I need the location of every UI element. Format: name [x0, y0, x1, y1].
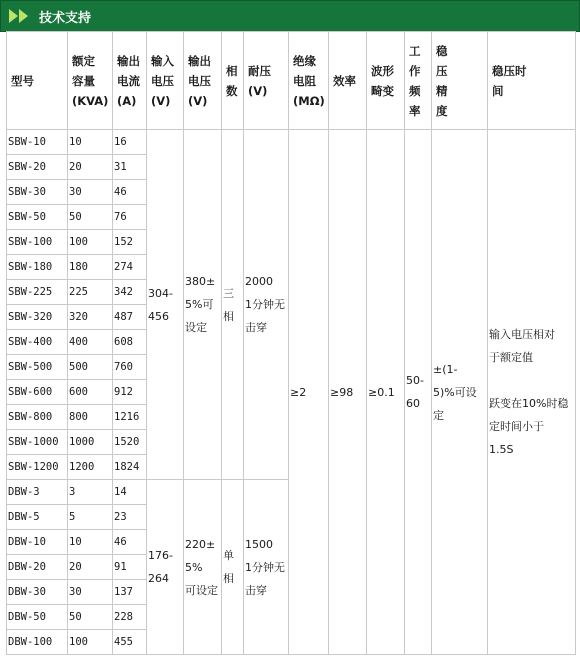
- insulation-cell-line: ≥2: [290, 385, 307, 399]
- column-header: [289, 32, 329, 130]
- withstand-cell: [244, 130, 289, 480]
- column-header-line: 额定: [72, 53, 95, 68]
- capacity-cell: 20: [68, 555, 113, 580]
- current-cell: 1824: [113, 455, 147, 480]
- model-cell: DBW-10: [7, 530, 68, 555]
- current-cell: 137: [113, 580, 147, 605]
- model-cell: DBW-5: [7, 505, 68, 530]
- withstand-cell-line: 击穿: [245, 583, 267, 597]
- model-cell: SBW-1200: [7, 455, 68, 480]
- column-header-line: 相: [226, 63, 238, 78]
- column-header-line: 型号: [11, 73, 34, 88]
- column-header-line: 工: [409, 43, 421, 58]
- column-header-line: 输入: [151, 53, 174, 68]
- phase-cell-line: 相: [223, 309, 234, 323]
- column-header-line: 电压: [151, 73, 174, 88]
- input-voltage-cell-line: 456: [148, 309, 169, 323]
- column-header-line: 效率: [333, 73, 356, 88]
- current-cell: 455: [113, 630, 147, 655]
- column-header-line: 度: [436, 103, 448, 118]
- current-cell: 1216: [113, 405, 147, 430]
- distortion-cell: [367, 130, 405, 655]
- accuracy-cell: [432, 130, 488, 655]
- output-voltage-cell-line: 5%: [185, 560, 203, 574]
- column-header: [184, 32, 222, 130]
- model-cell: SBW-180: [7, 255, 68, 280]
- section-header: [0, 0, 580, 32]
- output-voltage-cell-line: 380±: [185, 275, 216, 288]
- current-cell: 912: [113, 380, 147, 405]
- input-voltage-cell-line: 304-: [148, 286, 173, 300]
- capacity-cell: 3: [68, 480, 113, 505]
- response-time-cell: [488, 130, 576, 655]
- column-header: [113, 32, 147, 130]
- capacity-cell: 30: [68, 180, 113, 205]
- capacity-cell: 10: [68, 530, 113, 555]
- withstand-cell-line: 击穿: [245, 321, 267, 334]
- column-header-line: 波形: [371, 63, 394, 78]
- withstand-cell-line: 1500: [245, 537, 273, 551]
- column-header: [222, 32, 244, 130]
- frequency-cell-line: 50-: [406, 374, 424, 387]
- efficiency-cell-line: ≥98: [330, 385, 354, 399]
- output-voltage-cell-line: 设定: [185, 321, 207, 334]
- current-cell: 23: [113, 505, 147, 530]
- column-header: [405, 32, 432, 130]
- capacity-cell: 100: [68, 230, 113, 255]
- current-cell: 228: [113, 605, 147, 630]
- column-header-line: 数: [226, 83, 238, 98]
- capacity-cell: 500: [68, 355, 113, 380]
- capacity-cell: 180: [68, 255, 113, 280]
- capacity-cell: 50: [68, 605, 113, 630]
- capacity-cell: 1200: [68, 455, 113, 480]
- accuracy-cell-line: 5)%可设: [433, 385, 477, 399]
- column-header-line: (KVA): [72, 93, 109, 108]
- column-header: [488, 32, 576, 130]
- insulation-cell: [289, 130, 329, 655]
- section-title: 技术支持: [39, 10, 92, 26]
- model-cell: SBW-20: [7, 155, 68, 180]
- input-voltage-cell: [147, 480, 184, 655]
- current-cell: 152: [113, 230, 147, 255]
- model-cell: SBW-320: [7, 305, 68, 330]
- capacity-cell: 600: [68, 380, 113, 405]
- column-header: [432, 32, 488, 130]
- response-time-cell-line: 于额定值: [489, 351, 533, 364]
- output-voltage-cell-line: 5%可: [185, 298, 214, 311]
- response-time-cell-line: 输入电压相对: [489, 328, 555, 341]
- output-voltage-cell: [184, 130, 222, 480]
- column-header: [68, 32, 113, 130]
- model-cell: DBW-100: [7, 630, 68, 655]
- spec-table: [6, 31, 576, 655]
- column-header-line: 输出: [117, 53, 140, 68]
- table-row: [7, 130, 576, 155]
- header-row: [7, 32, 576, 130]
- model-cell: SBW-500: [7, 355, 68, 380]
- withstand-cell-line: 2000: [245, 275, 273, 288]
- accuracy-cell-line: 定: [433, 408, 444, 422]
- distortion-cell-line: ≥0.1: [368, 385, 395, 399]
- model-cell: SBW-600: [7, 380, 68, 405]
- capacity-cell: 800: [68, 405, 113, 430]
- phase-cell-line: 相: [223, 572, 234, 585]
- current-cell: 46: [113, 530, 147, 555]
- column-header: [244, 32, 289, 130]
- column-header: [7, 32, 68, 130]
- capacity-cell: 30: [68, 580, 113, 605]
- capacity-cell: 1000: [68, 430, 113, 455]
- response-time-cell-line: 跃变在10%时稳: [489, 397, 569, 410]
- column-header-line: 电阻: [293, 73, 316, 88]
- column-header-line: (V): [248, 83, 268, 98]
- capacity-cell: 20: [68, 155, 113, 180]
- column-header: [147, 32, 184, 130]
- column-header-line: 输出: [188, 53, 211, 68]
- phase-cell-line: 三: [223, 286, 234, 300]
- column-header-line: 稳: [436, 43, 448, 58]
- column-header-line: 耐压: [248, 63, 271, 78]
- withstand-cell-line: 1分钟无: [245, 560, 285, 574]
- capacity-cell: 225: [68, 280, 113, 305]
- model-cell: DBW-20: [7, 555, 68, 580]
- spec-table-body: [7, 130, 576, 655]
- model-cell: SBW-10: [7, 130, 68, 155]
- column-header-line: 电流: [117, 73, 140, 88]
- accuracy-cell-line: ±(1-: [433, 362, 458, 376]
- column-header-line: 电压: [188, 73, 211, 88]
- phase-cell: [222, 480, 244, 655]
- model-cell: SBW-100: [7, 230, 68, 255]
- column-header-line: (MΩ): [293, 93, 325, 108]
- column-header-line: 频: [409, 83, 421, 98]
- model-cell: SBW-30: [7, 180, 68, 205]
- double-chevron-right-icon: [9, 9, 29, 23]
- capacity-cell: 400: [68, 330, 113, 355]
- input-voltage-cell: [147, 130, 184, 480]
- response-time-cell-line: 定时间小于: [489, 420, 544, 433]
- current-cell: 76: [113, 205, 147, 230]
- current-cell: 91: [113, 555, 147, 580]
- output-voltage-cell-line: 220±: [185, 537, 216, 551]
- phase-cell: [222, 130, 244, 480]
- capacity-cell: 5: [68, 505, 113, 530]
- input-voltage-cell-line: 264: [148, 572, 169, 585]
- column-header-line: 精: [436, 83, 448, 98]
- current-cell: 274: [113, 255, 147, 280]
- model-cell: DBW-50: [7, 605, 68, 630]
- current-cell: 1520: [113, 430, 147, 455]
- model-cell: SBW-800: [7, 405, 68, 430]
- column-header-line: 稳压时: [492, 63, 527, 78]
- column-header-line: (V): [188, 93, 208, 108]
- withstand-cell: [244, 480, 289, 655]
- current-cell: 487: [113, 305, 147, 330]
- current-cell: 760: [113, 355, 147, 380]
- withstand-cell-line: 1分钟无: [245, 298, 285, 311]
- column-header-line: 率: [409, 103, 421, 118]
- output-voltage-cell-line: 可设定: [185, 583, 218, 597]
- column-header-line: (V): [151, 93, 171, 108]
- column-header-line: (A): [117, 93, 137, 108]
- current-cell: 608: [113, 330, 147, 355]
- column-header: [329, 32, 367, 130]
- column-header-line: 容量: [72, 73, 95, 88]
- model-cell: SBW-225: [7, 280, 68, 305]
- model-cell: SBW-1000: [7, 430, 68, 455]
- current-cell: 14: [113, 480, 147, 505]
- model-cell: SBW-50: [7, 205, 68, 230]
- capacity-cell: 100: [68, 630, 113, 655]
- current-cell: 342: [113, 280, 147, 305]
- current-cell: 31: [113, 155, 147, 180]
- column-header-line: 绝缘: [293, 53, 316, 68]
- column-header-line: 压: [436, 63, 448, 78]
- phase-cell-line: 单: [223, 549, 234, 562]
- frequency-cell-line: 60: [406, 397, 420, 410]
- column-header: [367, 32, 405, 130]
- capacity-cell: 10: [68, 130, 113, 155]
- model-cell: DBW-3: [7, 480, 68, 505]
- capacity-cell: 320: [68, 305, 113, 330]
- current-cell: 46: [113, 180, 147, 205]
- efficiency-cell: [329, 130, 367, 655]
- current-cell: 16: [113, 130, 147, 155]
- response-time-cell-line: 1.5S: [489, 443, 514, 456]
- column-header-line: 畸变: [371, 83, 394, 98]
- column-header-line: 作: [409, 63, 421, 78]
- column-header-line: 间: [492, 83, 504, 98]
- input-voltage-cell-line: 176-: [148, 549, 173, 562]
- model-cell: SBW-400: [7, 330, 68, 355]
- output-voltage-cell: [184, 480, 222, 655]
- model-cell: DBW-30: [7, 580, 68, 605]
- frequency-cell: [405, 130, 432, 655]
- response-time-cell-line: [489, 369, 574, 392]
- capacity-cell: 50: [68, 205, 113, 230]
